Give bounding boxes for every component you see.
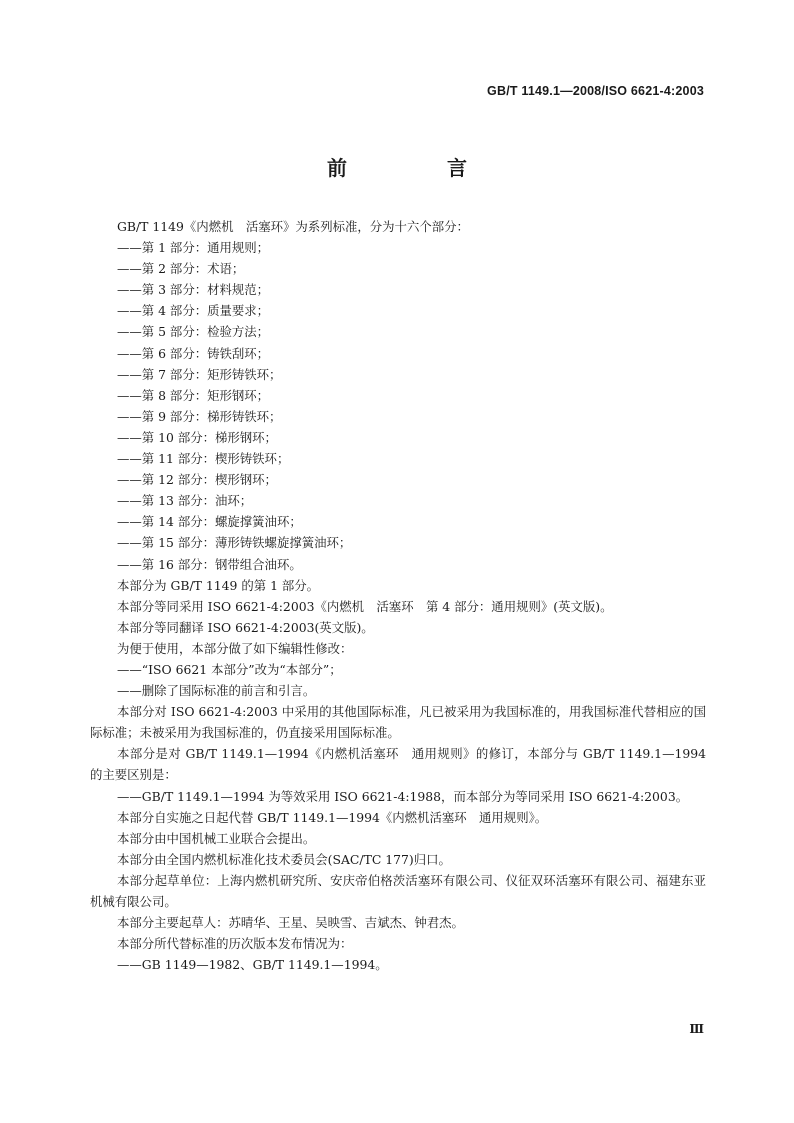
list-item: ——第 13 部分：油环；: [117, 493, 253, 509]
page-number: Ⅲ: [689, 1022, 704, 1036]
list-item: ——第 3 部分：材料规范；: [117, 282, 270, 298]
paragraph: 本部分为 GB/T 1149 的第 1 部分。: [117, 577, 320, 593]
paragraph: 本部分是对 GB/T 1149.1—1994《内燃机活塞环 通用规则》的修订，本部分与 GB/T 1149.1—1994 的主要区别是：: [90, 746, 706, 783]
document-code-header: GB/T 1149.1—2008/ISO 6621-4:2003: [487, 84, 704, 98]
paragraph: 本部分起草单位：上海内燃机研究所、安庆帝伯格茨活塞环有限公司、仪征双环活塞环有限公司、福建东亚机械有限公司。: [90, 872, 706, 909]
list-item: ——第 10 部分：梯形钢环；: [117, 429, 277, 445]
list-item: ——第 8 部分：矩形钢环；: [117, 387, 270, 403]
paragraph: 本部分等同采用 ISO 6621-4:2003《内燃机 活塞环 第 4 部分：通用规则》(英文版)。: [117, 598, 613, 614]
paragraph: 本部分由全国内燃机标准化技术委员会(SAC/TC 177)归口。: [117, 851, 451, 867]
paragraph: 本部分主要起草人：苏晴华、王星、吴映雪、吉斌杰、钟君杰。: [117, 915, 464, 931]
list-item: ——第 15 部分：薄形铸铁螺旋撑簧油环；: [117, 535, 352, 551]
paragraph: 本部分由中国机械工业联合会提出。: [117, 830, 316, 846]
list-item: ——GB/T 1149.1—1994 为等效采用 ISO 6621-4:1988，而本部分为等同采用 ISO 6621-4:2003。: [117, 788, 689, 804]
list-item: ——“ISO 6621 本部分”改为“本部分”；: [117, 661, 342, 677]
list-item: ——第 5 部分：检验方法；: [117, 324, 270, 340]
list-item: ——第 6 部分：铸铁刮环；: [117, 345, 270, 361]
list-item: ——第 11 部分：楔形铸铁环；: [117, 451, 290, 467]
paragraph: GB/T 1149《内燃机 活塞环》为系列标准，分为十六个部分：: [117, 219, 469, 234]
list-item: ——第 14 部分：螺旋撑簧油环；: [117, 514, 302, 530]
list-item: ——GB 1149—1982、GB/T 1149.1—1994。: [117, 957, 388, 973]
list-item: ——第 7 部分：矩形铸铁环；: [117, 366, 282, 382]
list-item: ——第 1 部分：通用规则；: [117, 240, 270, 256]
list-item: ——删除了国际标准的前言和引言。: [117, 683, 316, 699]
paragraph: 本部分所代替标准的历次版本发布情况为：: [117, 936, 353, 952]
list-item: ——第 4 部分：质量要求；: [117, 303, 270, 319]
paragraph: 本部分自实施之日起代替 GB/T 1149.1—1994《内燃机活塞环 通用规则》。: [117, 809, 548, 825]
list-item: ——第 16 部分：钢带组合油环。: [117, 556, 302, 572]
paragraph: 本部分对 ISO 6621-4:2003 中采用的其他国际标准，凡已被采用为我国标准的，用我国标准代替相应的国际标准；未被采用为我国标准的，仍直接采用国际标准。: [90, 704, 706, 741]
foreword-body: [90, 216, 706, 975]
list-item: ——第 9 部分：梯形铸铁环；: [117, 408, 282, 424]
paragraph: 为便于使用，本部分做了如下编辑性修改：: [117, 640, 353, 656]
list-item: ——第 12 部分：楔形钢环；: [117, 472, 277, 488]
page-title: 前 言: [327, 156, 507, 180]
list-item: ——第 2 部分：术语；: [117, 261, 245, 277]
paragraph: 本部分等同翻译 ISO 6621-4:2003(英文版)。: [117, 619, 374, 635]
